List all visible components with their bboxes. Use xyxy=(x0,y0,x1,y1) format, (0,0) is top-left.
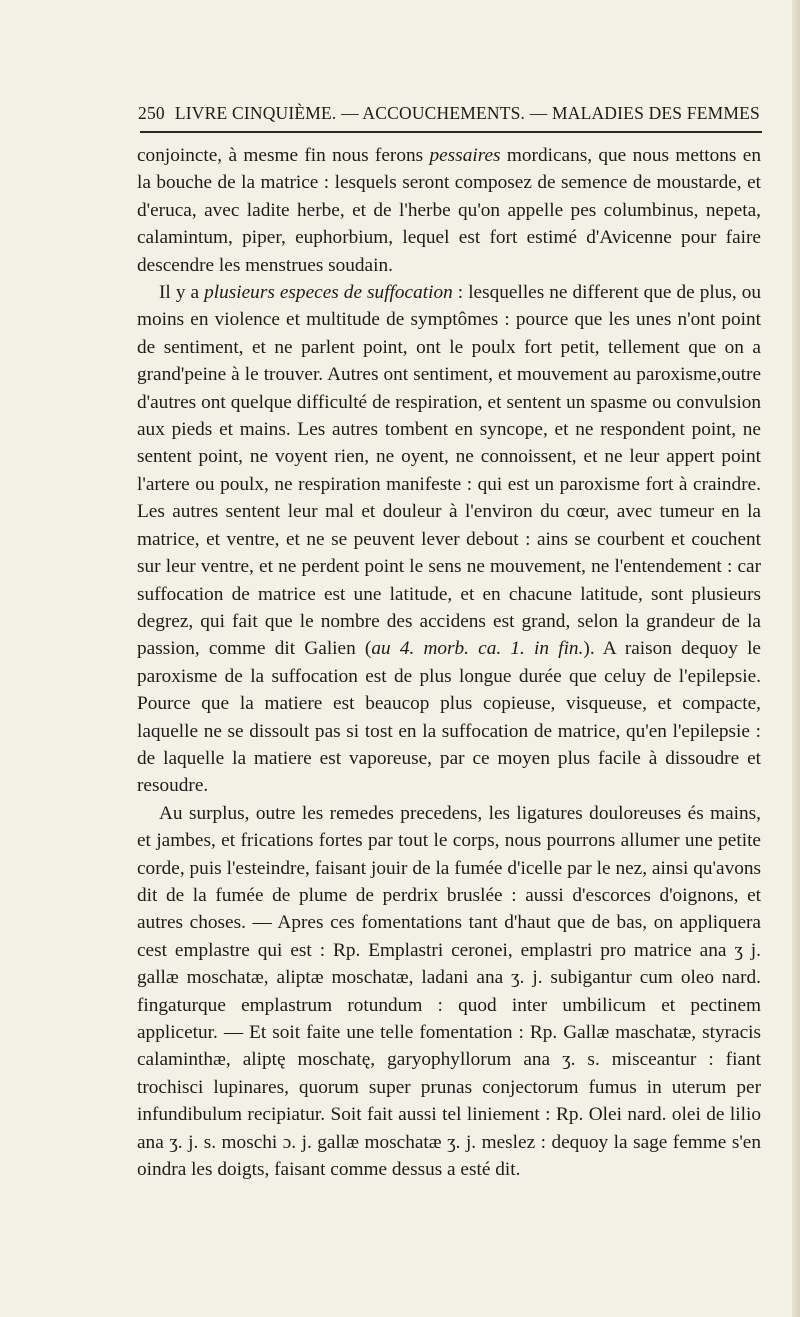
text-run: conjoincte, à mesme fin nous ferons xyxy=(137,145,430,166)
paragraph-2 xyxy=(137,279,761,800)
body-text xyxy=(137,142,761,1183)
header-rule xyxy=(140,131,762,133)
text-run: Il y a xyxy=(159,282,205,304)
paragraph-1 xyxy=(137,142,761,279)
running-header xyxy=(138,103,758,124)
running-title: LIVRE CINQUIÈME. — ACCOUCHEMENTS. — MALADIES DES FEMMES xyxy=(174,103,760,123)
italic-term: plusieurs especes de suffocation xyxy=(204,282,453,304)
text-run: : lesquelles ne different que de plus, ou moins en violence et multitude de symptômes : pource que les unes n'ont point de sentiment, et ne parlent point, ont le poulx fort petit, tellement que on a grand'peine à le trouver. Autres ont sentiment, et mouvement au paroxisme,outre d'autres ont quelque difficulté de respiration, et sentent un spasme ou convulsion aux pieds et mains. Les autres tombent en syncope, et ne respondent point, ne sentent point, ne voyent rien, ne oyent, ne connoissent, et ne leur appert point l'artere ou poulx, ne respiration manifeste : qui est un paroxisme fort à craindre. Les autres sentent leur mal et douleur à l'environ du cœur, avec tumeur en la matrice, et ventre, et ne se peuvent lever debout : ains se courbent et couchent sur leur ventre, et ne perdent point le sens ne mouvement, ne l'entendement : car suffocation de matrice est une latitude, et en chacune latitude, sont plusieurs degrez, qui fait que le nombre des accidens est grand, selon la grandeur de la passion, comme dit Galien ( xyxy=(137,282,762,660)
italic-term: pessaires xyxy=(429,145,501,166)
page-number: 250 xyxy=(138,103,165,123)
paragraph-3 xyxy=(137,800,761,1184)
text-run: Au surplus, outre les remedes precedens, les ligatures douloreuses és mains, et jambes, et frications fortes par tout le corps, nous pourrons allumer une petite corde, puis l'esteindre, faisant jouir de la fumée d'icelle par le nez, ainsi qu'avons dit de la fumée de plume de perdrix bruslée : aussi d'escorces d'oignons, et autres choses. — Apres ces fomentations tant d'haut que de bas, on appliquera cest emplastre qui est : Rp. Emplastri ceronei, emplastri pro matrice ana ʒ j. gallæ moschatæ, aliptæ moschatæ, ladani ana ʒ. j. subigantur cum oleo nard. fingaturque emplastrum rotundum : quod inter umbilicum et pectinem applicetur. — Et soit faite une telle fomentation : Rp. Gallæ maschatæ, styracis calaminthæ, aliptę moschatę, garyophyllorum ana ʒ. s. misceantur : fiant trochisci lupinares, quorum super prunas conjectorum fumus in uterum per infundibulum recipiatur. Soit fait aussi tel liniement : Rp. Olei nard. olei de lilio ana ʒ. j. s. moschi ɔ. j. gallæ moschatæ ʒ. j. meslez : dequoy la sage femme s'en oindra les doigts, faisant comme dessus a esté dit. xyxy=(137,802,761,1181)
page-edge xyxy=(792,0,800,1317)
text-run: mordicans, que nous mettons en la bouche de la matrice : lesquels seront composez de semence de moustarde, et d'eruca, avec ladite herbe, et de l'herbe qu'on appelle pes columbinus, nepeta, calamintum, piper, euphorbium, lequel est fort estimé d'Avicenne pour faire descendre les menstrues soudain. xyxy=(137,145,761,276)
italic-citation: au 4. morb. ca. 1. in fin. xyxy=(371,638,584,660)
text-run: ). A raison dequoy le paroxisme de la suffocation est de plus longue durée que celuy de l'epilepsie. Pource que la matiere est beaucop plus copieuse, visqueuse, et compacte, laquelle ne se dissoult pas si tost en la suffocation de matrice, qu'en l'epilepsie : de laquelle la matiere est vaporeuse, par ce moyen plus facile à dissoudre et resoudre. xyxy=(137,638,761,797)
